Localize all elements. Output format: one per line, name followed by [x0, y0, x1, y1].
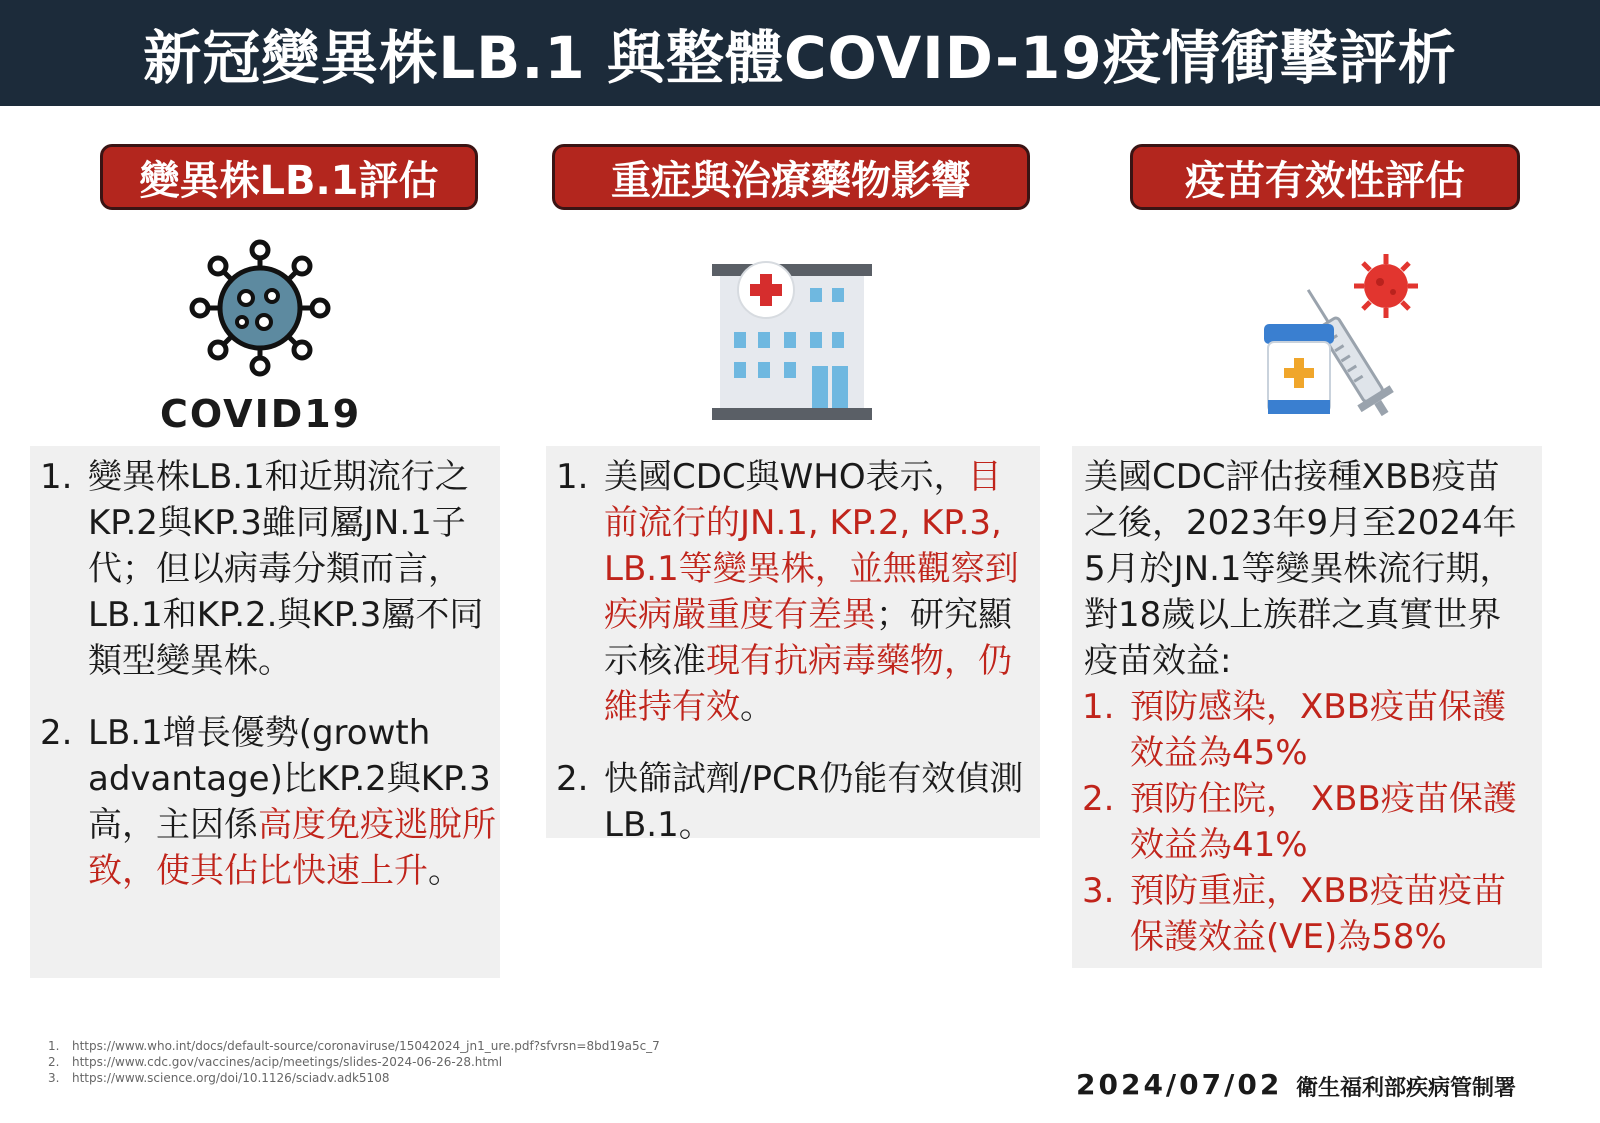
panel-severity	[546, 446, 1040, 845]
hospital-building-icon	[712, 258, 872, 420]
vaccine-intro: 美國CDC評估接種XBB疫苗之後，2023年9月至2024年5月於JN.1等變異株流行期，對18歲以上族群之真實世界疫苗效益:	[1084, 457, 1517, 681]
list-item: 1. 美國CDC與WHO表示，目前流行的JN.1, KP.2, KP.3, LB.1等變異株，並無觀察到疾病嚴重度有差異；研究顯示核准現有抗病毒藥物，仍維持有效。	[556, 457, 1019, 727]
reference-link[interactable]: https://www.science.org/doi/10.1126/sciadv.adk5108	[72, 1071, 390, 1085]
reference-link[interactable]: https://www.who.int/docs/default-source/coronaviruse/15042024_jn1_ure.pdf?sfvrsn=8bd19a5c_7	[72, 1039, 660, 1053]
list-item: 3. 預防重症，XBB疫苗疫苗保護效益(VE)為58%	[1082, 871, 1506, 957]
list-item: 2. 預防住院， XBB疫苗保護效益為41%	[1082, 779, 1517, 865]
reference-item: 3. https://www.science.org/doi/10.1126/sciadv.adk5108	[48, 1071, 390, 1085]
title-bar	[0, 0, 1600, 106]
references	[48, 1038, 660, 1086]
list-item: 1. 變異株LB.1和近期流行之KP.2與KP.3雖同屬JN.1子代；但以病毒分類而言，LB.1和KP.2.與KP.3屬不同類型變異株。	[40, 457, 484, 681]
reference-item: 2. https://www.cdc.gov/vaccines/acip/meetings/slides-2024-06-26-28.html	[48, 1055, 503, 1069]
list-item: 2. LB.1增長優勢(growth advantage)比KP.2與KP.3高，主因係高度免疫逃脫所致，使其佔比快速上升。	[40, 713, 496, 891]
organization-name: 衛生福利部疾病管制署	[1296, 1076, 1517, 1101]
page-title: 新冠變異株LB.1 與整體COVID-19疫情衝擊評析	[143, 24, 1457, 92]
section-heading-lb1: 變異株LB.1評估	[100, 144, 478, 210]
list-item: 1. 預防感染，XBB疫苗保護效益為45%	[1082, 687, 1506, 773]
reference-link[interactable]: https://www.cdc.gov/vaccines/acip/meetings/slides-2024-06-26-28.html	[72, 1055, 503, 1069]
panel-lb1	[30, 446, 500, 978]
covid19-virus-icon	[160, 236, 362, 436]
panel-vaccine	[1072, 446, 1542, 968]
vaccine-syringe-icon	[1262, 250, 1432, 422]
section-heading-severity: 重症與治療藥物影響	[552, 144, 1030, 210]
covid19-label: COVID19	[160, 392, 362, 436]
list-item: 2. 快篩試劑/PCR仍能有效偵測LB.1。	[556, 759, 1024, 845]
publish-date: 2024/07/02	[1076, 1068, 1283, 1101]
reference-item: 1. https://www.who.int/docs/default-source/coronaviruse/15042024_jn1_ure.pdf?sfvrsn=8bd19a5c_7	[48, 1039, 660, 1053]
section-heading-vaccine: 疫苗有效性評估	[1130, 144, 1520, 210]
